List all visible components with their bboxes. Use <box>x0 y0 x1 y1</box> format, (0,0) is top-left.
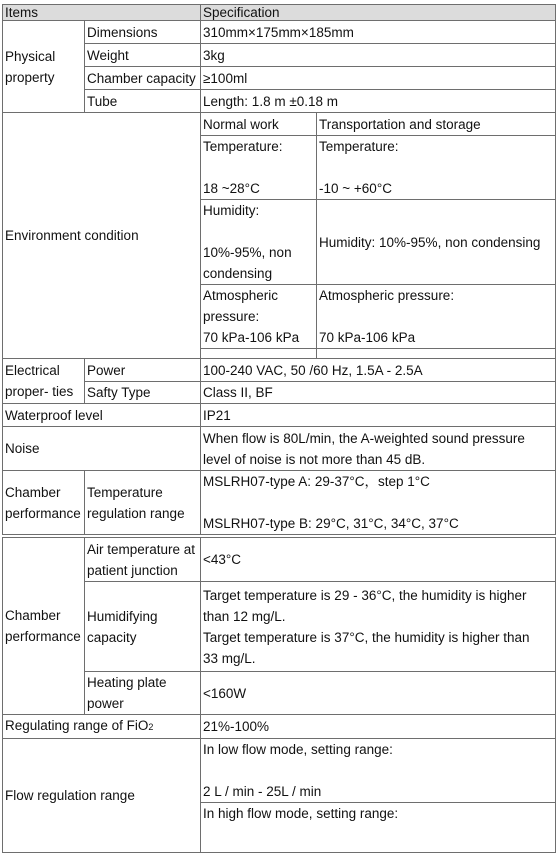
weight-value: 3kg <box>201 44 556 67</box>
chamber-performance-label-2: Chamber performance <box>3 538 85 715</box>
physical-property-label: Physical property <box>3 21 85 113</box>
table-row <box>3 582 556 672</box>
fio2-value: 21%-100% <box>201 715 556 739</box>
table-row <box>3 672 556 715</box>
chamber-capacity-label: Chamber capacity <box>85 67 201 90</box>
spec-table-top <box>2 4 556 535</box>
table-row <box>3 113 556 136</box>
safety-type-label: Safty Type <box>85 382 201 404</box>
humidity-transport: Humidity: 10%-95%, non condensing <box>317 200 556 285</box>
waterproof-value: IP21 <box>201 404 556 427</box>
safety-type-value: Class II, BF <box>201 382 556 404</box>
noise-label: Noise <box>3 427 201 471</box>
header-items: Items <box>3 5 201 21</box>
tube-value: Length: 1.8 m ±0.18 m <box>201 90 556 113</box>
table-row <box>3 715 556 739</box>
high-flow-value: In high flow mode, setting range: <box>201 803 556 853</box>
heating-plate-value: <160W <box>201 672 556 715</box>
table-row <box>3 359 556 382</box>
transportation-heading: Transportation and storage <box>317 113 556 136</box>
electrical-properties-label: Electrical proper- ties <box>3 359 85 404</box>
table-row <box>3 538 556 582</box>
chamber-capacity-value: ≥100ml <box>201 67 556 90</box>
waterproof-label: Waterproof level <box>3 404 201 427</box>
spec-table-bottom <box>2 537 556 853</box>
table-row <box>3 404 556 427</box>
table-row <box>3 21 556 44</box>
pressure-normal: Atmospheric pressure: 70 kPa-106 kPa <box>201 285 317 349</box>
dimensions-value: 310mm×175mm×185mm <box>201 21 556 44</box>
weight-label: Weight <box>85 44 201 67</box>
dimensions-label: Dimensions <box>85 21 201 44</box>
environment-condition-label: Environment condition <box>3 113 201 359</box>
pressure-transport: Atmospheric pressure: 70 kPa-106 kPa <box>317 285 556 349</box>
table-row <box>3 427 556 471</box>
air-temperature-value: <43°C <box>201 538 556 582</box>
normal-work-heading: Normal work <box>201 113 317 136</box>
table-row <box>3 44 556 67</box>
fio2-label: Regulating range of FiO2 <box>3 715 201 739</box>
power-label: Power <box>85 359 201 382</box>
power-value: 100-240 VAC, 50 /60 Hz, 1.5A - 2.5A <box>201 359 556 382</box>
chamber-performance-label: Chamber performance <box>3 471 85 535</box>
temperature-transport: Temperature: -10 ~ +60°C <box>317 136 556 200</box>
header-row <box>3 5 556 21</box>
humidifying-capacity-value: Target temperature is 29 - 36°C, the humidity is higher than 12 mg/L. Target temperature is 37°C, the humidity is higher than 33 mg/L. <box>201 582 556 672</box>
table-row <box>3 90 556 113</box>
header-specification: Specification <box>201 5 556 21</box>
air-temperature-label: Air temperature at patient junction <box>85 538 201 582</box>
tube-label: Tube <box>85 90 201 113</box>
temperature-regulation-label: Temperature regulation range <box>85 471 201 535</box>
heating-plate-label: Heating plate power <box>85 672 201 715</box>
table-row <box>3 382 556 404</box>
table-row <box>3 67 556 90</box>
humidity-normal: Humidity: 10%-95%, non condensing <box>201 200 317 285</box>
flow-regulation-label: Flow regulation range <box>3 739 201 853</box>
low-flow-value: In low flow mode, setting range: 2 L / min - 25L / min <box>201 739 556 803</box>
humidifying-capacity-label: Humidifying capacity <box>85 582 201 672</box>
table-row <box>3 471 556 535</box>
temperature-normal: Temperature: 18 ~28°C <box>201 136 317 200</box>
noise-value: When flow is 80L/min, the A-weighted sound pressure level of noise is not more than 45 dB. <box>201 427 556 471</box>
table-row <box>3 739 556 803</box>
temperature-regulation-value: MSLRH07-type A: 29-37°C，step 1°C MSLRH07-type B: 29°C, 31°C, 34°C, 37°C <box>201 471 556 535</box>
